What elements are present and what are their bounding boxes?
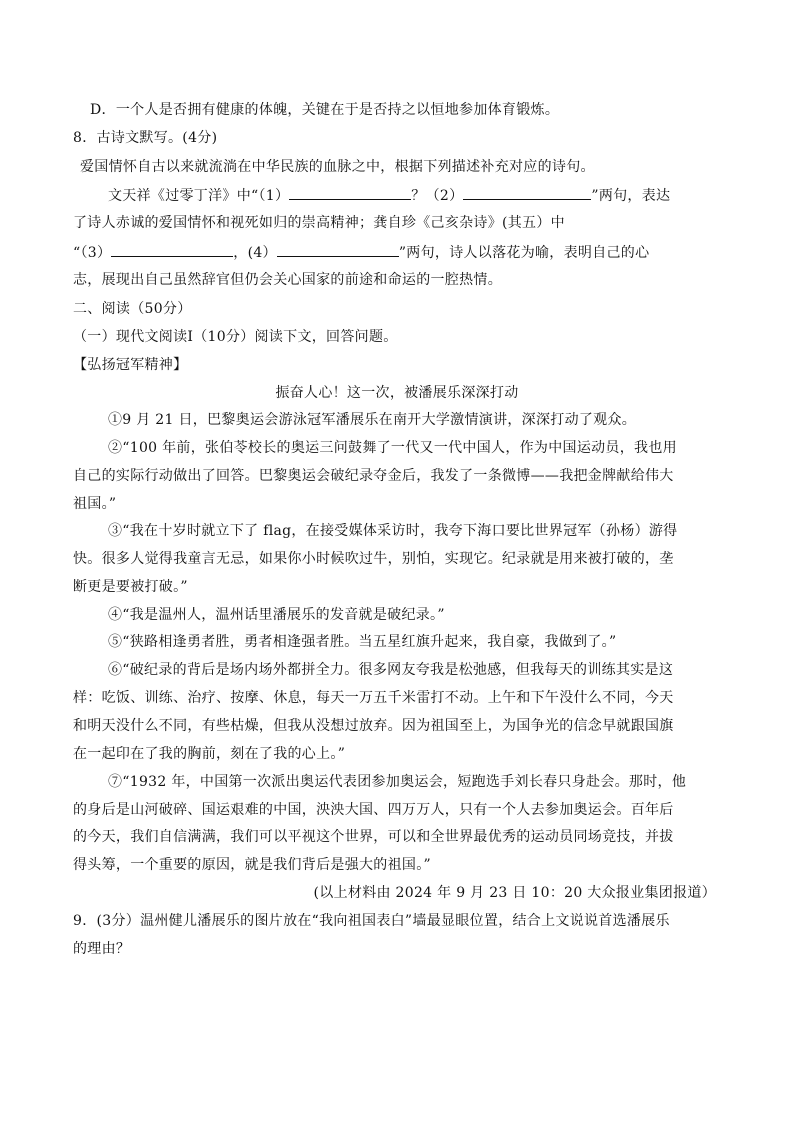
reading-1-tag: 【弘扬冠军精神】 [73,357,188,373]
q8-line1-text-c: ”两句，表达 [591,188,671,204]
answer-blank-3[interactable] [111,242,233,257]
article-paragraph-1-line-1: ①9 月 21 日，巴黎奥运会游泳冠军潘展乐在南开大学激情演讲，深深打动了观众。 [108,412,637,428]
article-paragraph-3-line-3: 断更是要被打破。” [73,579,188,595]
article-paragraph-4-line-1: ④“我是温州人，温州话里潘展乐的发音就是破纪录。” [108,607,445,623]
article-paragraph-5-line-1: ⑤“狭路相逢勇者胜，勇者相逢强者胜。当五星红旗升起来，我自豪，我做到了。” [108,634,617,650]
article-paragraph-7-line-2: 的身后是山河破碎、国运艰难的中国，泱泱大国、四万万人，只有一个人去参加奥运会。百年后 [73,802,674,818]
article-paragraph-7-line-1: ⑦“1932 年，中国第一次派出奥运代表团参加奥运会，短跑选手刘长春只身赴会。那时，他 [108,774,687,790]
q8-line1-text-b: ？（2） [411,188,464,204]
answer-blank-1[interactable] [289,185,411,200]
article-paragraph-6-line-3: 和明天没什么不同，有些枯燥，但我从没想过放弃。因为祖国至上，为国争光的信念早就跟国旗 [73,718,674,734]
q8-line3-text-b: ，(4） [233,245,277,261]
answer-blank-2[interactable] [463,185,591,200]
article-paragraph-7-line-4: 得头筹，一个重要的原因，就是我们背后是强大的祖国。” [73,857,431,873]
answer-blank-4[interactable] [277,242,399,257]
q8-line3-text-a: “（3） [73,245,112,261]
q8-line1-text-a: 文天祥《过零丁洋》中“（1） [108,188,290,204]
q8-line-3 [73,242,649,263]
q7-option-d: D．一个人是否拥有健康的体魄，关键在于是否持之以恒地参加体育锻炼。 [90,102,560,118]
reading-1-heading: （一）现代文阅读Ⅰ（10分）阅读下文，回答问题。 [73,329,398,345]
article-paragraph-6-line-2: 样：吃饭、训练、治疗、按摩、休息，每天一万五千米雷打不动。上午和下午没什么不同，今天 [73,690,674,706]
article-paragraph-6-line-1: ⑥“破纪录的背后是场内场外都拼全力。很多网友夸我是松弛感，但我每天的训练其实是这 [108,662,674,678]
q9-line-1: 9．(3分）温州健儿潘展乐的图片放在“我向祖国表白”墙最显眼位置，结合上文说说首选潘展乐 [73,913,670,929]
q8-line-1 [108,185,670,206]
article-paragraph-7-line-3: 的今天，我们自信满满，我们可以平视这个世界，可以和全世界最优秀的运动员同场竞技，并拔 [73,829,674,845]
q8-heading: 8．古诗文默写。(4分) [73,130,218,146]
article-paragraph-2-line-3: 祖国。” [73,496,117,512]
article-paragraph-2-line-2: 自己的实际行动做出了回答。巴黎奥运会破纪录夺金后，我发了一条微博——我把金牌献给伟大 [73,468,674,484]
article-paragraph-6-line-4: 在一起印在了我的胸前，刻在了我的心上。” [73,746,346,762]
article-paragraph-2-line-1: ②“100 年前，张伯苓校长的奥运三问鼓舞了一代又一代中国人，作为中国运动员，我也用 [108,440,677,456]
q8-line3-text-c: ”两句，诗人以落花为喻，表明自己的心 [398,245,650,261]
article-paragraph-3-line-1: ③“我在十岁时就立下了 flag，在接受媒体采访时，我夸下海口要比世界冠军（孙杨）游得 [108,523,678,539]
q8-line-4: 志，展现出自己虽然辞官但仍会关心国家的前途和命运的一腔热情。 [73,272,502,288]
source-note: (以上材料由 2024 年 9 月 23 日 10：20 大众报业集团报道） [313,885,716,901]
q9-line-2: 的理由？ [73,941,131,957]
q8-line-2: 了诗人赤诚的爱国情怀和视死如归的崇高精神；龚自珍《己亥杂诗》(其五）中 [73,215,565,231]
section-2-heading: 二、阅读（50分） [73,301,192,317]
article-paragraph-3-line-2: 快。很多人觉得我童言无忌，如果你小时候吹过牛，别怕，实现它。纪录就是用来被打破的，垄 [73,551,674,567]
q8-intro: 爱国情怀自古以来就流淌在中华民族的血脉之中，根据下列描述补充对应的诗句。 [80,159,595,175]
article-title: 振奋人心！这一次，被潘展乐深深打动 [275,385,519,401]
